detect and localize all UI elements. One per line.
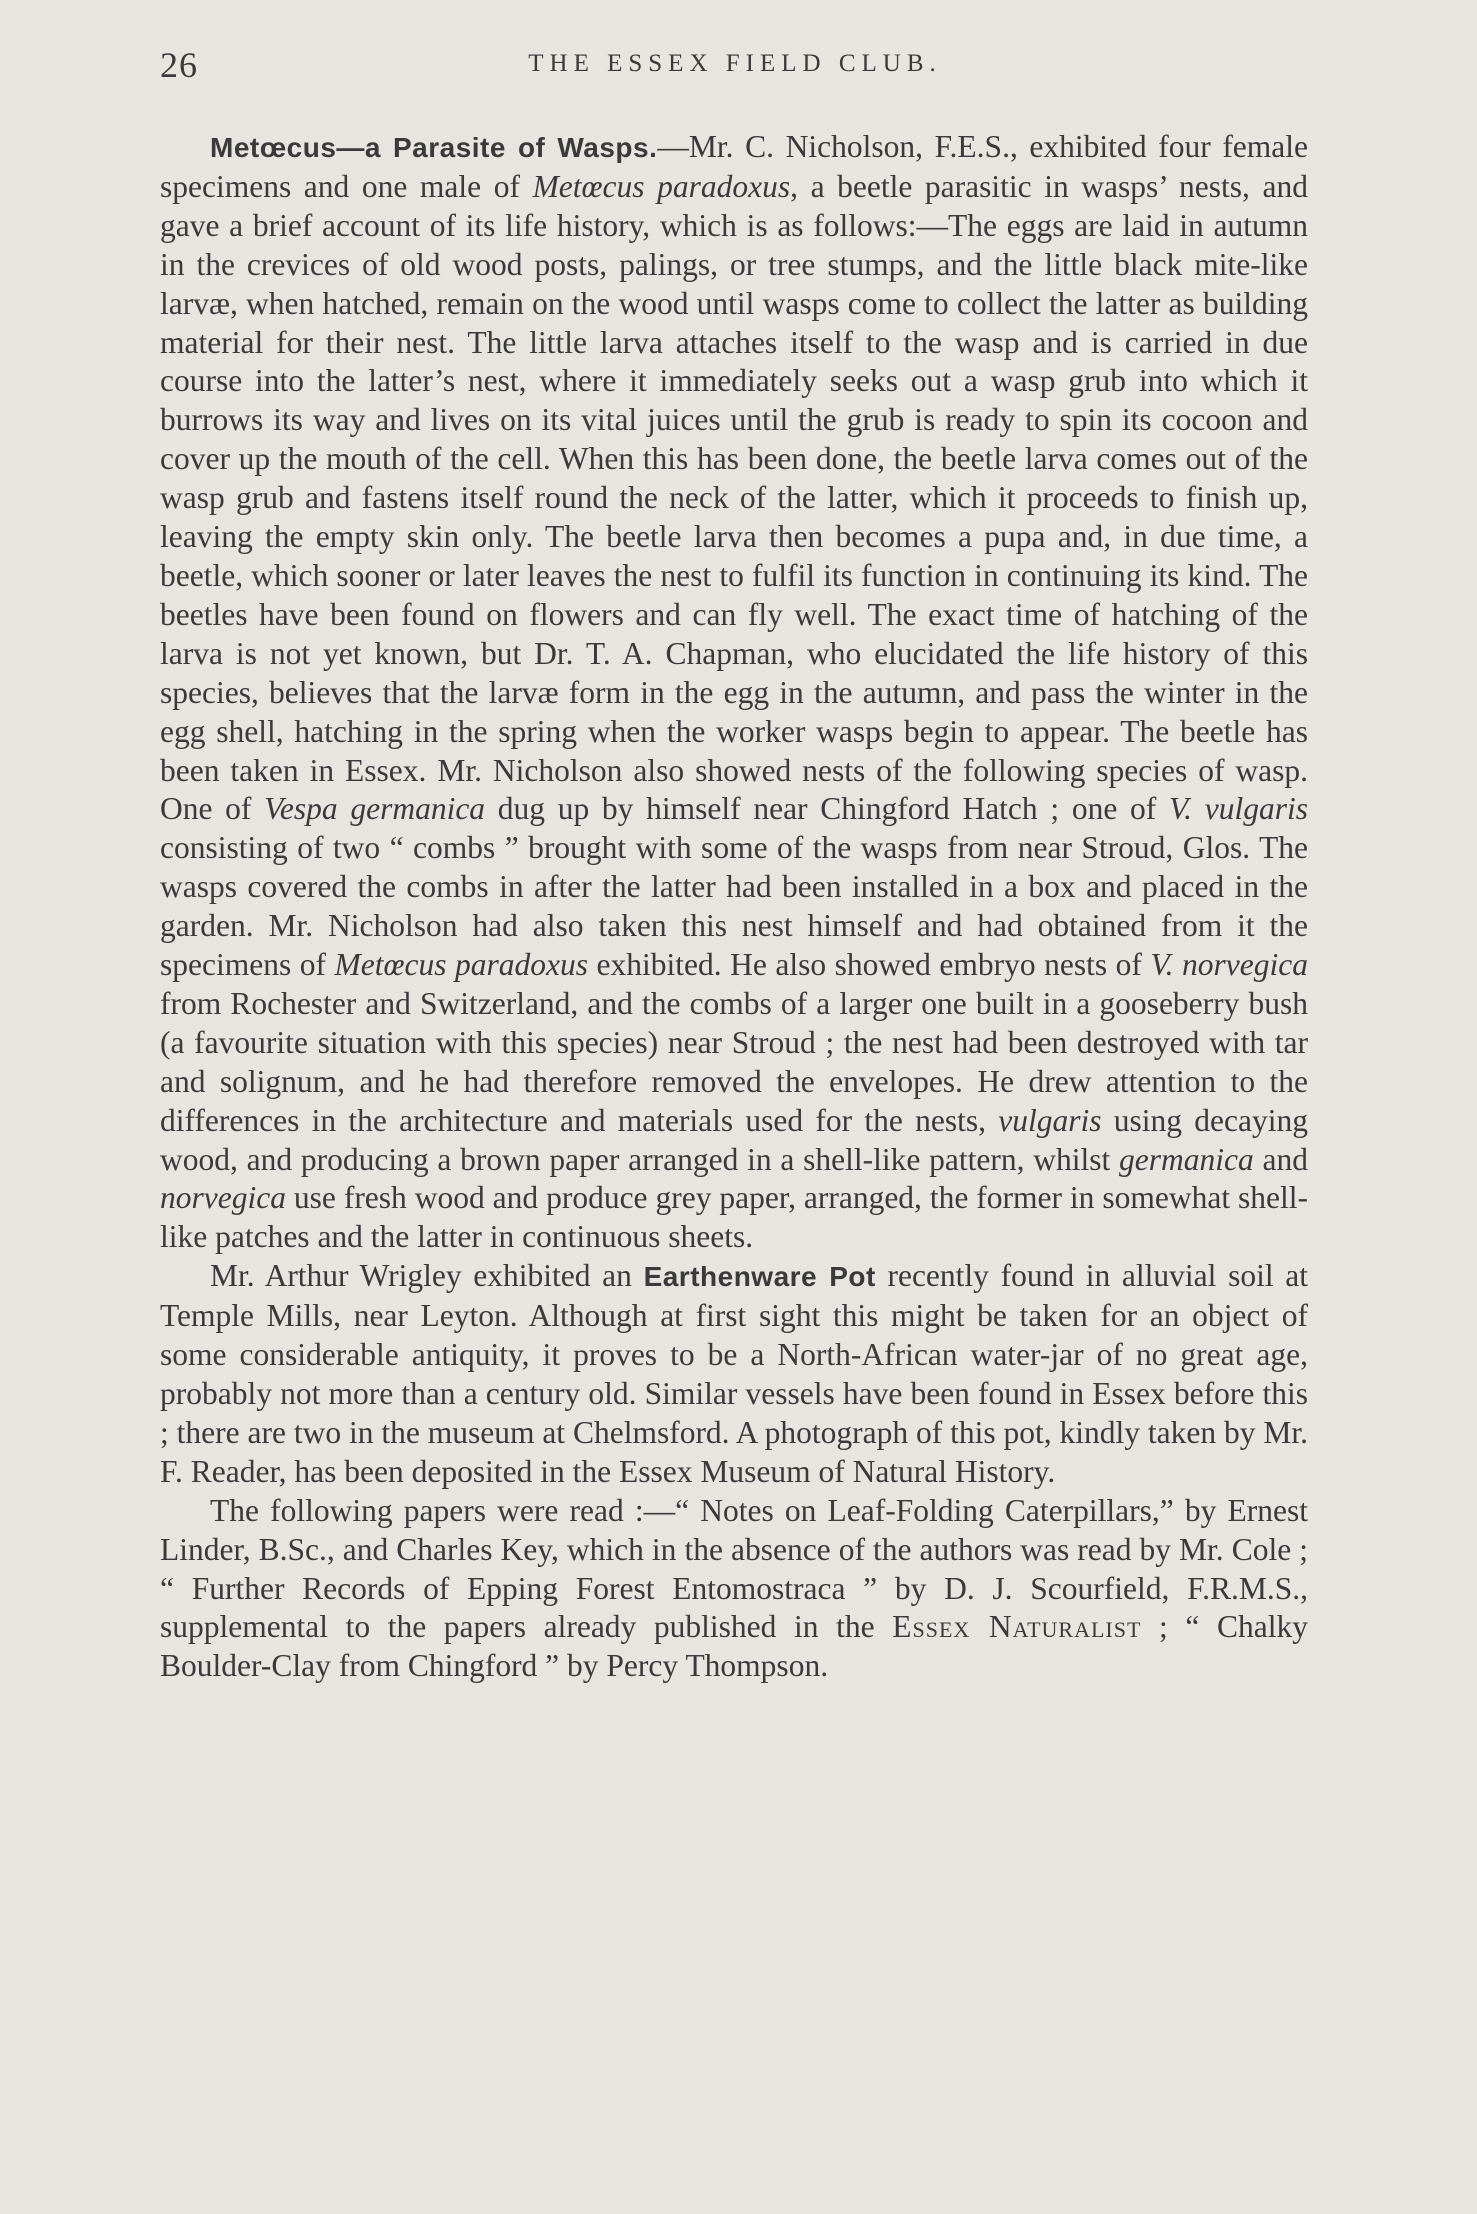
species-name: V. norvegica	[1150, 947, 1308, 983]
running-head: THE ESSEX FIELD CLUB.	[528, 50, 942, 77]
species-name: vulgaris	[998, 1102, 1102, 1138]
paragraph-papers-read	[160, 1492, 1308, 1687]
text-run: Mr. Arthur Wrigley exhibited an	[210, 1258, 644, 1294]
text-run: dug up by himself near Chingford Hatch ; one of	[485, 791, 1169, 827]
species-name: norvegica	[160, 1180, 286, 1216]
text-run: and	[1253, 1141, 1309, 1177]
species-name: Metœcus paradoxus	[334, 947, 588, 983]
text-run: —Mr. C. Nicholson, F.E.S., exhibited four female specimens and one male of	[160, 129, 1309, 204]
page-number: 26	[160, 45, 198, 85]
text-run: consisting of two “ combs ” brought with some of the wasps from near Stroud, Glos. The wasps covered the combs in after the latter had been installed in a box and placed in the garden. Mr. Nicholson had also taken this nest himself and had obtained from it the specimens of	[160, 830, 1308, 983]
text-run: use fresh wood and produce grey paper, arranged, the former in somewhat shell-like patches and the latter in continuous sheets.	[160, 1180, 1308, 1255]
text-run: recently found in alluvial soil at Temple Mills, near Leyton. Although at first sight this might be taken for an object of some considerable antiquity, it proves to be a North-African water-jar of no great age, probably not more than a century old. Similar vessels have been found in Essex before this ; there are two in the museum at Chelmsford. A photograph of this pot, kindly taken by Mr. F. Reader, has been deposited in the Essex Museum of Natural History.	[160, 1258, 1308, 1489]
text-run: The following papers were read :—“ Notes on Leaf-Folding Caterpillars,” by Ernest Linder, B.Sc., and Charles Key, which in the absence of the authors was read by Mr. Cole ; “ Further Records of Epping Forest Entomostraca ” by D. J. Scourfield, F.R.M.S., supplemental to the papers already published in the	[160, 1492, 1308, 1645]
text-run: ; “ Chalky Boulder-Clay from Chingford ” by Percy Thompson.	[160, 1609, 1308, 1684]
text-run: , a beetle parasitic in wasps’ nests, and gave a brief account of its life history, which is as follows:—The eggs are laid in autumn in the crevices of old wood posts, palings, or tree stumps, and the little black mite-like larvæ, when hatched, remain on the wood until wasps come to collect the latter as building material for their nest. The little larva attaches itself to the wasp and is carried in due course into the latter’s nest, where it immediately seeks out a wasp grub into which it burrows its way and lives on its vital juices until the grub is ready to spin its cocoon and cover up the mouth of the cell. When this has been done, the beetle larva comes out of the wasp grub and fastens itself round the neck of the latter, which it proceeds to finish up, leaving the empty skin only. The beetle larva then becomes a pupa and, in due time, a beetle, which sooner or later leaves the nest to fulfil its function in continuing its kind. The beetles have been found on flowers and can fly well. The exact time of hatching of the larva is not yet known, but Dr. T. A. Chapman, who elucidated the life history of this species, believes that the larvæ form in the egg in the autumn, and pass the winter in the egg shell, hatching in the spring when the worker wasps begin to appear. The beetle has been taken in Essex. Mr. Nicholson also showed nests of the following species of wasp. One of	[160, 168, 1308, 827]
text-run: using decaying wood, and producing a brown paper arranged in a shell-like pattern, whilst	[160, 1102, 1308, 1177]
bold-term: Earthenware Pot	[643, 1261, 876, 1293]
body-text	[160, 128, 1308, 1686]
paragraph-earthenware-pot	[160, 1257, 1308, 1491]
species-name: V. vulgaris	[1168, 791, 1308, 827]
text-run: exhibited. He also showed embryo nests of	[588, 947, 1151, 983]
paragraph-metoecus	[160, 128, 1308, 1257]
text-run: from Rochester and Switzerland, and the combs of a larger one built in a gooseberry bush (a favourite situation with this species) near Stroud ; the nest had been destroyed with tar and solignum, and he had therefore removed the envelopes. He drew attention to the differences in the architecture and materials used for the nests,	[160, 985, 1308, 1138]
species-name: Vespa germanica	[264, 791, 486, 827]
journal-name: Essex Naturalist	[892, 1609, 1142, 1645]
page-header	[160, 44, 1310, 84]
species-name: germanica	[1119, 1141, 1254, 1177]
species-name: Metœcus paradoxus	[532, 168, 791, 204]
section-heading: Metœcus—a Parasite of Wasps.	[210, 132, 658, 163]
